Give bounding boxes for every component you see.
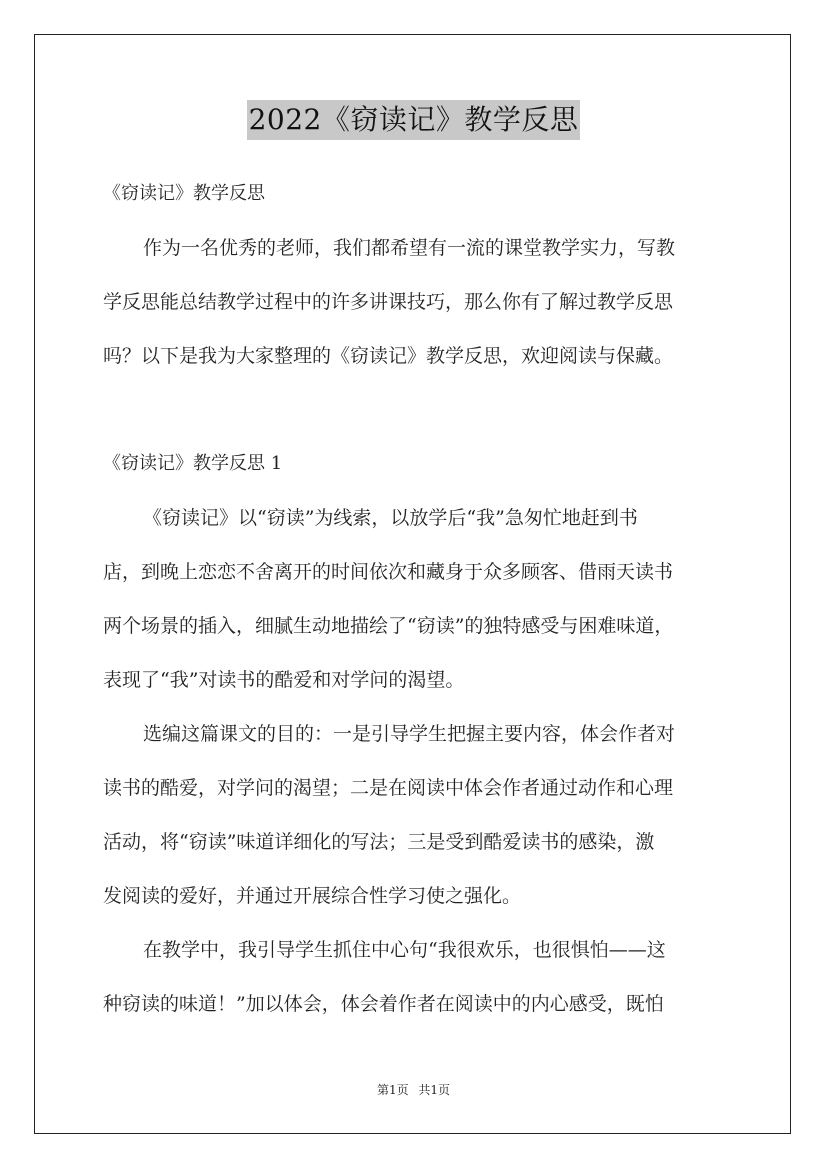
para1-line-2: 店，到晚上恋恋不舍离开的时间依次和藏身于众多顾客、借雨天读书 xyxy=(103,561,674,583)
para2-line-2: 读书的酷爱，对学问的渴望；二是在阅读中体会作者通过动作和心理 xyxy=(103,777,674,799)
para2-line-3: 活动，将“窃读”味道详细化的写法；三是受到酷爱读书的感染，激 xyxy=(103,831,655,853)
para2-line-4: 发阅读的爱好，并通过开展综合性学习使之强化。 xyxy=(103,885,522,907)
para3-line-1: 在教学中，我引导学生抓住中心句“我很欢乐，也很惧怕——这 xyxy=(143,939,666,961)
intro-line-3: 吗？以下是我为大家整理的《窃读记》教学反思，欢迎阅读与保藏。 xyxy=(103,345,674,367)
para3-line-2: 种窃读的味道！”加以体会，体会着作者在阅读中的内心感受，既怕 xyxy=(103,993,664,1015)
section-heading: 《窃读记》教学反思 1 xyxy=(103,453,283,474)
para1-line-1: 《窃读记》以“窃读”为线索，以放学后“我”急匆忙地赶到书 xyxy=(143,507,638,529)
para1-line-3: 两个场景的插入，细腻生动地描绘了“窃读”的独特感受与困难味道， xyxy=(103,615,674,637)
intro-line-1: 作为一名优秀的老师，我们都希望有一流的课堂教学实力，写教 xyxy=(143,237,676,259)
para2-line-1: 选编这篇课文的目的：一是引导学生把握主要内容，体会作者对 xyxy=(143,723,676,745)
page-number: 第1页 xyxy=(376,1083,409,1097)
page-footer xyxy=(0,1082,827,1098)
document-title: 2022《窃读记》教学反思 xyxy=(247,100,581,140)
intro-line-2: 学反思能总结教学过程中的许多讲课技巧，那么你有了解过教学反思 xyxy=(103,291,674,313)
document-subtitle: 《窃读记》教学反思 xyxy=(103,183,265,204)
para1-line-4: 表现了“我”对读书的酷爱和对学问的渴望。 xyxy=(103,669,465,691)
page-total: 共1页 xyxy=(418,1083,451,1097)
title-container xyxy=(0,100,827,140)
